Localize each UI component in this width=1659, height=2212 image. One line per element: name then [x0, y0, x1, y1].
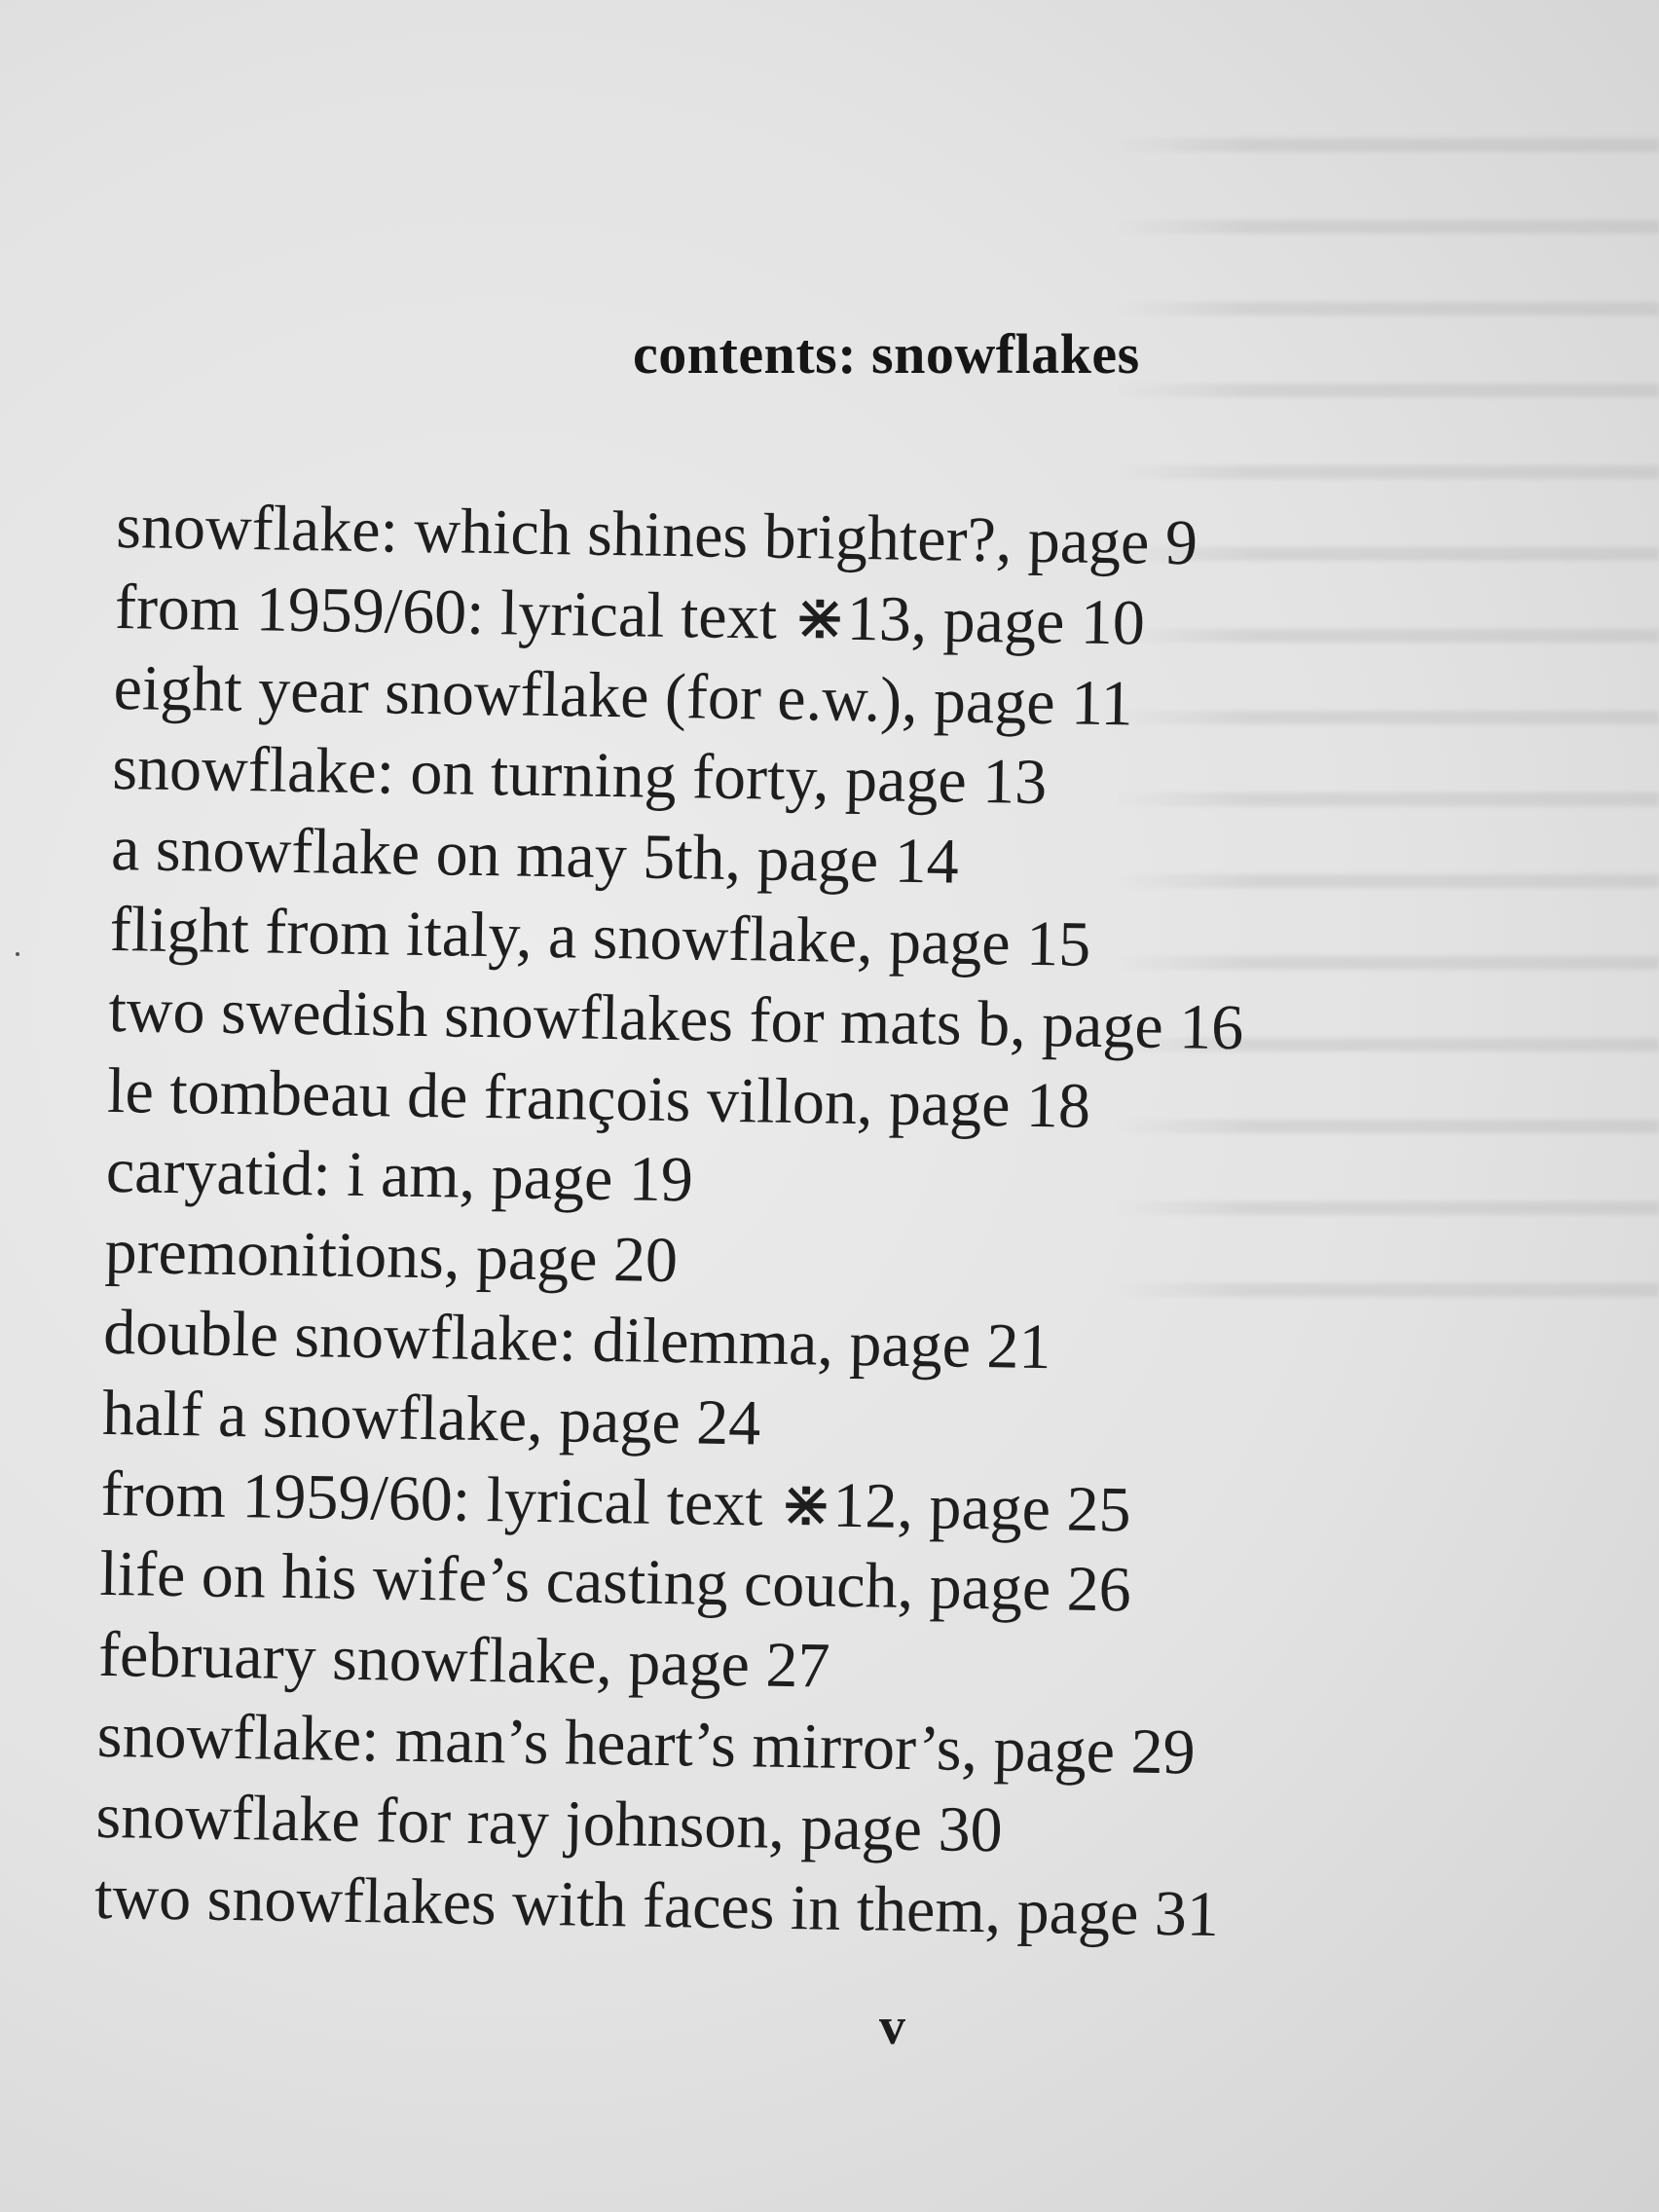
contents-entry: life on his wife’s casting couch, page 26 [98, 1538, 1132, 1626]
contents-entry: from 1959/60: lyrical text ⋇12, page 25 [100, 1457, 1132, 1546]
contents-entry: flight from italy, a snowflake, page 15 [109, 893, 1091, 980]
contents-entry: from 1959/60: lyrical text ⋇13, page 10 [114, 571, 1146, 659]
contents-list [94, 487, 1252, 1955]
contents-entry: snowflake: man’s heart’s mirror’s, page 29 [96, 1699, 1197, 1788]
contents-entry: a snowflake on may 5th, page 14 [110, 813, 960, 898]
contents-entry: snowflake: which shines brighter?, page 9 [115, 490, 1198, 579]
contents-entry: double snowflake: dilemma, page 21 [102, 1296, 1052, 1383]
contents-entry: snowflake: on turning forty, page 13 [111, 732, 1048, 819]
page-number: v [879, 1997, 905, 2055]
contents-entry: le tombeau de françois villon, page 18 [106, 1054, 1091, 1142]
paper-speck [16, 952, 19, 956]
contents-entry: eight year snowflake (for e.w.), page 11 [113, 651, 1134, 740]
contents-entry: caryatid: i am, page 19 [105, 1135, 694, 1216]
contents-entry: premonitions, page 20 [104, 1216, 679, 1297]
page-title: contents: snowflakes [633, 322, 1140, 386]
contents-entry: two snowflakes with faces in them, page 31 [93, 1861, 1220, 1950]
contents-entry: two swedish snowflakes for mats b, page 16 [107, 974, 1244, 1064]
contents-entry: snowflake for ray johnson, page 30 [94, 1780, 1004, 1866]
contents-entry: february snowflake, page 27 [97, 1619, 831, 1702]
contents-entry: half a snowflake, page 24 [101, 1377, 761, 1459]
